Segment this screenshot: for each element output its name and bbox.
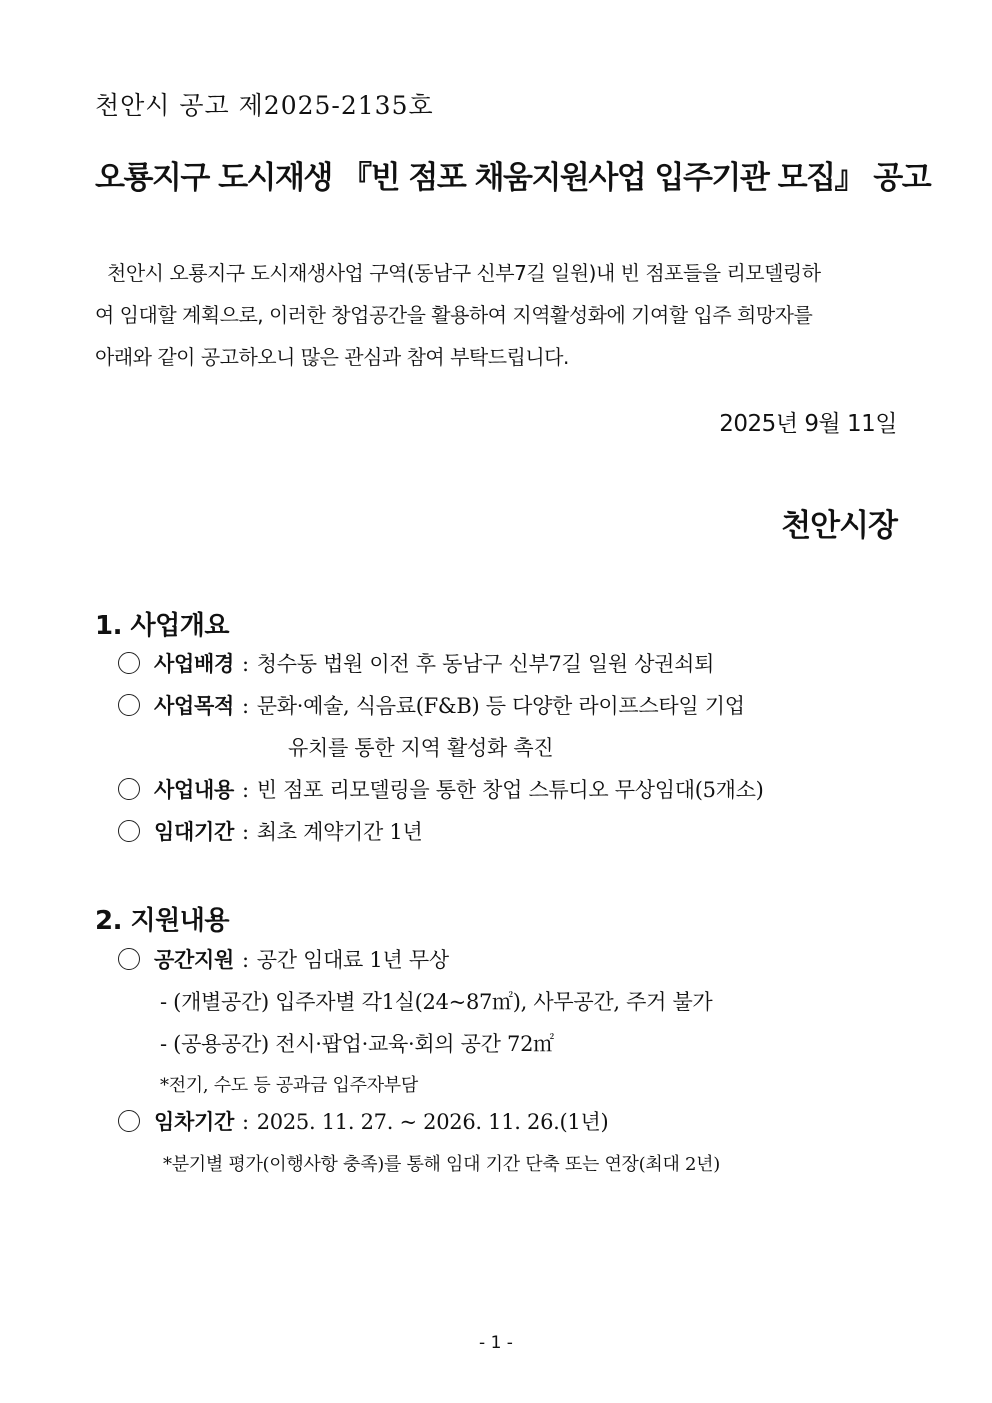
overview-item-purpose-continuation: 유치를 통한 지역 활성화 촉진 (288, 736, 554, 760)
circle-bullet-icon (118, 1110, 140, 1132)
item-label: 공간지원 (154, 947, 234, 972)
item-text: 문화·예술, 식음료(F&B) 등 다양한 라이프스타일 기업 (256, 694, 745, 718)
item-label: 임대기간 (154, 819, 234, 844)
circle-bullet-icon (118, 820, 140, 842)
section-1-title: 1. 사업개요 (95, 611, 229, 641)
intro-line: 아래와 같이 공고하오니 많은 관심과 참여 부탁드립니다. (95, 345, 569, 369)
item-label: 사업목적 (154, 693, 234, 718)
overview-item-content (118, 774, 764, 804)
item-text: 최초 계약기간 1년 (256, 820, 423, 844)
circle-bullet-icon (118, 948, 140, 970)
space-sub-shared: - (공용공간) 전시·팝업·교육·회의 공간 72㎡ (160, 1032, 554, 1056)
page-number: - 1 - (479, 1333, 513, 1353)
lease-note: *분기별 평가(이행사항 충족)를 통해 임대 기간 단축 또는 연장(최대 2년) (163, 1154, 720, 1175)
item-colon: : (241, 948, 249, 972)
circle-bullet-icon (118, 652, 140, 674)
intro-line: 여 임대할 계획으로, 이러한 창업공간을 활용하여 지역활성화에 기여할 입주 희망자를 (95, 303, 813, 327)
overview-item-background (118, 648, 714, 678)
support-item-lease (118, 1106, 608, 1136)
overview-item-purpose (118, 690, 745, 720)
issuer-name: 천안시장 (781, 508, 897, 544)
page-title: 오룡지구 도시재생 『빈 점포 채움지원사업 입주기관 모집』 공고 (95, 160, 931, 196)
item-colon: : (241, 652, 249, 676)
item-colon: : (241, 820, 249, 844)
circle-bullet-icon (118, 778, 140, 800)
item-label: 사업배경 (154, 651, 234, 676)
item-text: 공간 임대료 1년 무상 (256, 948, 449, 972)
item-text: 청수동 법원 이전 후 동남구 신부7길 일원 상권쇠퇴 (256, 652, 715, 676)
item-text: 빈 점포 리모델링을 통한 창업 스튜디오 무상임대(5개소) (256, 778, 764, 802)
circle-bullet-icon (118, 694, 140, 716)
item-colon: : (241, 694, 249, 718)
item-label: 사업내용 (154, 777, 234, 802)
item-text: 2025. 11. 27. ~ 2026. 11. 26.(1년) (256, 1110, 609, 1134)
space-note: *전기, 수도 등 공과금 입주자부담 (160, 1075, 418, 1096)
item-colon: : (241, 1110, 249, 1134)
intro-line: 천안시 오룡지구 도시재생사업 구역(동남구 신부7길 일원)내 빈 점포들을 리모델링하 (107, 261, 821, 285)
item-colon: : (241, 778, 249, 802)
notice-number: 천안시 공고 제2025-2135호 (95, 91, 434, 120)
overview-item-period (118, 816, 422, 846)
space-sub-individual: - (개별공간) 입주자별 각1실(24~87㎡), 사무공간, 주거 불가 (160, 990, 713, 1014)
support-item-space (118, 944, 449, 974)
intro-paragraph (95, 252, 900, 378)
section-2-title: 2. 지원내용 (95, 906, 229, 936)
notice-date: 2025년 9월 11일 (719, 411, 897, 437)
item-label: 임차기간 (154, 1109, 234, 1134)
